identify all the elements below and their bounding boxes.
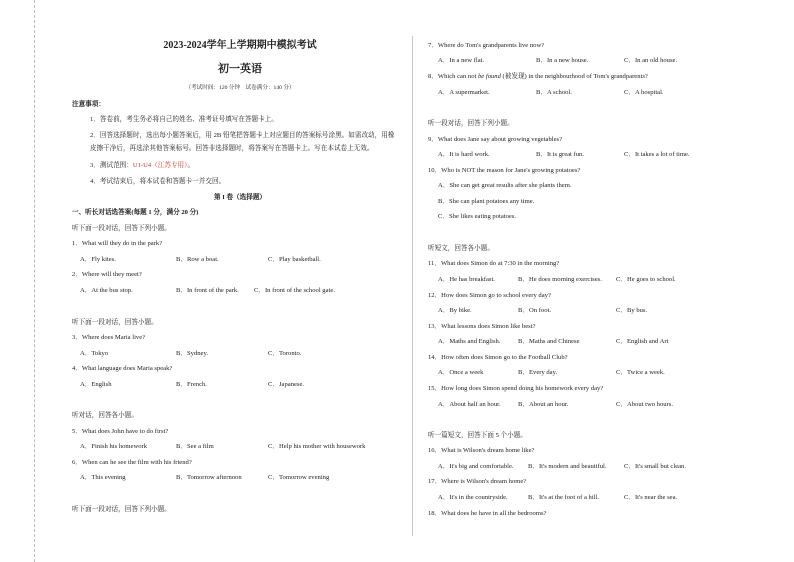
question-14: 14．How often does Simon go to the Football Club? xyxy=(428,354,568,361)
question-1: 1．What will they do in the park? xyxy=(72,240,163,247)
q16-option-c: C．It's small but clean. xyxy=(624,463,686,470)
q13-option-c: C．English and Art xyxy=(616,338,669,345)
note-3 xyxy=(90,162,194,170)
part-1-heading: 第 I 卷（选择题） xyxy=(213,194,267,201)
q8-text-post: (被发现) in the neighbourhood of Tom's grandparents? xyxy=(500,73,648,80)
question-12: 12．How does Simon go to school every day? xyxy=(428,292,551,299)
q10-option-c: C．She likes eating potatoes. xyxy=(438,213,517,220)
q7-option-a: A．In a new flat. xyxy=(438,57,485,64)
passage-1-instruction: 听短文，回答各小题。 xyxy=(428,245,494,252)
q8-option-a: A．A supermarket. xyxy=(438,89,490,96)
q11-option-a: A．He has breakfast. xyxy=(438,276,495,283)
note-3-range: U1-U4（江苏专用） xyxy=(132,162,188,169)
q1-option-a: A．Fly kites. xyxy=(80,256,116,263)
q8-option-b: B．A school. xyxy=(536,89,572,96)
question-7: 7．Where do Tom's grandparents live now? xyxy=(428,42,545,49)
q11-option-c: C．He goes to school. xyxy=(616,276,676,283)
question-3: 3．Where does Maria live? xyxy=(72,334,146,341)
q9-option-c: C．It takes a lot of time. xyxy=(624,151,690,158)
question-18: 18．What does he have in all the bedrooms? xyxy=(428,510,547,517)
note-4: 4．考试结束后，将本试卷和答题卡一并交回。 xyxy=(90,178,226,185)
q2-option-c: C．In front of the school gate. xyxy=(254,287,335,294)
q17-option-c: C．It's near the sea. xyxy=(624,494,678,501)
q12-option-b: B．On foot. xyxy=(518,307,551,314)
q17-option-b: B．It's at the foot of a hill. xyxy=(528,494,599,501)
exam-subject: 初一英语 xyxy=(218,63,262,75)
exam-title: 2023-2024学年上学期期中模拟考试 xyxy=(163,40,317,51)
q14-option-c: C．Twice a week. xyxy=(616,369,665,376)
q15-option-a: A．About half an hour. xyxy=(438,401,501,408)
q16-option-b: B．It's modern and beautiful. xyxy=(528,463,607,470)
q6-option-b: B．Tomorrow afternoon xyxy=(176,474,242,481)
q15-option-b: B．About an hour. xyxy=(518,401,569,408)
dialogue-3-instruction: 听对话，回答各小题。 xyxy=(72,412,138,419)
note-3-prefix: 3．测试范围： xyxy=(90,162,133,169)
q3-option-c: C．Toronto. xyxy=(268,350,302,357)
section-1-heading: 一、听长对话选答案(每题 1 分，满分 20 分) xyxy=(72,209,199,216)
q12-option-a: A．By bike. xyxy=(438,307,472,314)
q4-option-b: B．French. xyxy=(176,381,207,388)
question-4: 4．What language does Maria speak? xyxy=(72,365,173,372)
q1-option-c: C．Play basketball. xyxy=(268,256,321,263)
q12-option-c: C．By bus. xyxy=(616,307,648,314)
question-10: 10．Who is NOT the reason for Jane's growing potatoes? xyxy=(428,167,581,174)
q10-option-a: A．She can get great results after she plants them. xyxy=(438,182,572,189)
question-2: 2．Where will they meet? xyxy=(72,271,142,278)
q4-option-c: C．Japanese. xyxy=(268,381,305,388)
q16-option-a: A．It's big and comfortable. xyxy=(438,463,514,470)
column-divider xyxy=(412,36,413,536)
q9-option-a: A．It is hard work. xyxy=(438,151,490,158)
question-13: 13．What lessons does Simon like best? xyxy=(428,323,536,330)
q5-option-a: A．Finish his homework xyxy=(80,443,148,450)
binding-margin xyxy=(0,0,35,562)
question-15: 15．How long does Simon spend doing his homework every day? xyxy=(428,385,604,392)
notes-heading: 注意事项： xyxy=(72,101,105,108)
question-6: 6．When can he see the film with his friend? xyxy=(72,459,192,466)
q1-option-b: B．Row a boat. xyxy=(176,256,219,263)
q15-option-c: C．About two hours. xyxy=(616,401,673,408)
question-11: 11．What does Simon do at 7:30 in the morning? xyxy=(428,260,560,267)
exam-time-info: （考试时间：120 分钟 试卷满分：140 分） xyxy=(185,85,295,91)
question-9: 9．What does Jane say about growing vegetables? xyxy=(428,136,563,143)
q2-option-b: B．In front of the park. xyxy=(176,287,239,294)
q13-option-a: A．Maths and English. xyxy=(438,338,501,345)
q6-option-c: C．Tomorrow evening xyxy=(268,474,330,481)
question-5: 5．What does John have to do first? xyxy=(72,428,169,435)
q7-option-c: C．In an old house. xyxy=(624,57,678,64)
q2-option-a: A．At the bus stop. xyxy=(80,287,133,294)
q11-option-b: B．He does morning exercises. xyxy=(518,276,602,283)
dialogue-5-instruction: 听一段对话，回答下列小题。 xyxy=(428,120,514,127)
question-17: 17．Where is Wilson's dream home? xyxy=(428,478,527,485)
q4-option-a: A．English xyxy=(80,381,112,388)
note-2: 2．回答选择题时，选出每小题答案后，用 2B 铅笔把答题卡上对应题目的答案标号涂黑。如需改动，用橡皮擦干净后，再选涂其他答案标号。回答非选择题时，将答案写在答题卡上。写在本试卷上无效。 xyxy=(90,132,395,152)
note-3-suffix: 。 xyxy=(187,162,195,169)
q14-option-b: B．Every day. xyxy=(518,369,558,376)
q14-option-a: A．Once a week xyxy=(438,369,484,376)
note-1: 1．答卷前，考生务必将自己的姓名、准考证号填写在答题卡上。 xyxy=(90,116,278,123)
dialogue-1-instruction: 听下面一段对话，回答下列小题。 xyxy=(72,225,171,232)
q8-option-c: C．A hospital. xyxy=(624,89,664,96)
question-8 xyxy=(428,73,648,81)
question-16: 16．What is Wilson's dream home like? xyxy=(428,447,535,454)
q6-option-a: A．This evening xyxy=(80,474,126,481)
q9-option-b: B．It is great fun. xyxy=(536,151,584,158)
q10-option-b: B．She can plant potatoes any time. xyxy=(438,198,535,205)
q8-text-em: be found xyxy=(478,73,501,80)
dialogue-4-instruction: 听下面一段对话，回答下列小题。 xyxy=(72,506,171,513)
q3-option-a: A．Tokyo xyxy=(80,350,109,357)
q17-option-a: A．It's in the countryside. xyxy=(438,494,508,501)
q5-option-b: B．See a film xyxy=(176,443,214,450)
q7-option-b: B．In a new house. xyxy=(536,57,589,64)
passage-2-instruction: 听一篇短文，回答下面 5 个小题。 xyxy=(428,432,527,439)
q5-option-c: C．Help his mother with housework xyxy=(268,443,366,450)
q13-option-b: B．Maths and Chinese xyxy=(518,338,580,345)
dialogue-2-instruction: 听下面一段对话，回答小题。 xyxy=(72,319,158,326)
q3-option-b: B．Sydney. xyxy=(176,350,208,357)
q8-text-pre: 8．Which can not xyxy=(428,73,478,80)
